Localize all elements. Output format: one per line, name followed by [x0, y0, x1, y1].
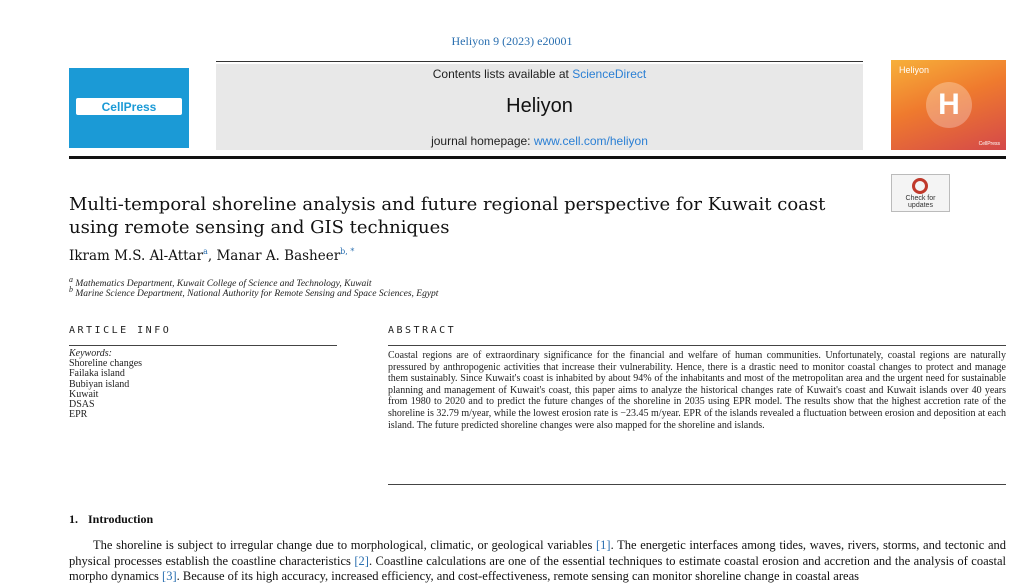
- homepage-line: [216, 134, 863, 148]
- affiliation-b: [69, 285, 438, 299]
- intro-text-1: The shoreline is subject to irregular change due to morphological, climatic, or geological variables: [93, 538, 593, 552]
- cover-footer: CellPress: [978, 141, 1000, 147]
- keyword-item: DSAS: [69, 399, 95, 411]
- introduction-heading: [69, 512, 163, 527]
- article-info-rule: [69, 345, 337, 346]
- keywords-label: Keywords:: [69, 348, 112, 359]
- author-2-affiliation-mark[interactable]: b, *: [340, 247, 355, 256]
- sciencedirect-link[interactable]: ScienceDirect: [572, 67, 647, 81]
- keyword-item: EPR: [69, 409, 88, 421]
- contents-line: [216, 67, 863, 81]
- abstract-text: Coastal regions are of extraordinary significance for the financial and welfare of human communities. Unfortunately, coastal regions are naturally pressured by anthropogenic activities that increase their vulnerability. Hence, there is a drastic need to monitor coastal changes to protect and manage them sustainably. Since Kuwait's coast is inhabited by about 94% of the inhabitants and most of the metropolitan area and the urgent need for sustainable planning and management of Kuwait's coast, this paper aims to analyze the historical changes rate of Kuwait's coast and Kuwait islands over 40 years from 1980 to 2020 and to predict the future changes of the shoreline in 2035 using EPR model. The results show that the highest accretion rate of the shoreline is 32.79 m/year, while the lowest erosion rate is −23.45 m/year. EPR of the islands revealed a fluctuation between erosion and deposition at each island. The future predicted shoreline changes were also mapped for the shoreline and islands.: [388, 350, 1006, 431]
- intro-text-4: . Because of its high accuracy, increased efficiency, and cost-effectiveness, remote sensing can monitor shoreline change in coastal areas: [176, 569, 859, 583]
- intro-text-2: . The energetic interfaces among tides, waves, rivers, storms, and tectonic and physical processes establish the coastline characteristics: [69, 538, 1007, 568]
- check-for-updates-button[interactable]: [891, 174, 950, 212]
- author-2[interactable]: Manar A. Basheer: [216, 248, 341, 264]
- section-number: 1.: [69, 512, 78, 526]
- reference-link-2[interactable]: [2]: [354, 553, 369, 568]
- affiliation-a-text: Mathematics Department, Kuwait College of Science and Technology, Kuwait: [75, 279, 372, 290]
- journal-title: Heliyon: [506, 95, 573, 117]
- check-updates-label: [892, 195, 949, 209]
- check-updates-line2: updates: [908, 202, 933, 209]
- check-updates-icon: [912, 178, 928, 194]
- abstract-bottom-rule: [388, 484, 1006, 485]
- introduction-paragraph: [69, 538, 1006, 585]
- keyword-item: Bubiyan island: [69, 378, 130, 390]
- affiliation-b-mark: b: [69, 285, 73, 294]
- author-1[interactable]: Ikram M.S. Al-Attar: [69, 248, 204, 264]
- contents-prefix: Contents lists available at: [432, 67, 569, 81]
- journal-cover-image[interactable]: [891, 60, 1006, 150]
- affiliation-b-text: Marine Science Department, National Authority for Remote Sensing and Space Sciences, Egypt: [75, 289, 439, 300]
- header-top-rule: [216, 61, 863, 62]
- header-bottom-rule: [69, 156, 1006, 159]
- cover-title: Heliyon: [899, 65, 930, 75]
- keywords-list: [69, 359, 142, 421]
- keyword-item: Failaka island: [69, 368, 125, 380]
- paper-title: Multi-temporal shoreline analysis and future regional perspective for Kuwait coast using remote sensing and GIS techniques: [69, 194, 826, 238]
- abstract-top-rule: [388, 345, 1006, 346]
- author-separator: ,: [207, 248, 213, 264]
- section-title: Introduction: [88, 512, 154, 526]
- intro-text-3: . Coastline calculations are one of the essential techniques to estimate coastal erosion and accretion and the analysis of coastal morpho dynamics: [69, 553, 1007, 583]
- reference-link-3[interactable]: [3]: [162, 569, 177, 583]
- check-updates-line1: Check for: [905, 195, 936, 202]
- journal-citation: Heliyon 9 (2023) e20001: [451, 34, 573, 48]
- article-info-heading: ARTICLE INFO: [69, 325, 172, 336]
- keyword-item: Kuwait: [69, 388, 99, 400]
- keyword-item: Shoreline changes: [69, 358, 143, 369]
- homepage-link[interactable]: www.cell.com/heliyon: [533, 134, 648, 148]
- author-list: [69, 247, 354, 264]
- reference-link-1[interactable]: [1]: [596, 538, 611, 552]
- cellpress-logo[interactable]: [69, 68, 189, 148]
- cellpress-logo-text: CellPress: [76, 98, 182, 115]
- cover-letter: H: [938, 88, 960, 121]
- homepage-prefix: journal homepage:: [431, 134, 531, 148]
- abstract-heading: ABSTRACT: [388, 325, 457, 336]
- affiliation-a-mark: a: [69, 275, 73, 284]
- author-1-affiliation-mark[interactable]: a: [203, 247, 208, 256]
